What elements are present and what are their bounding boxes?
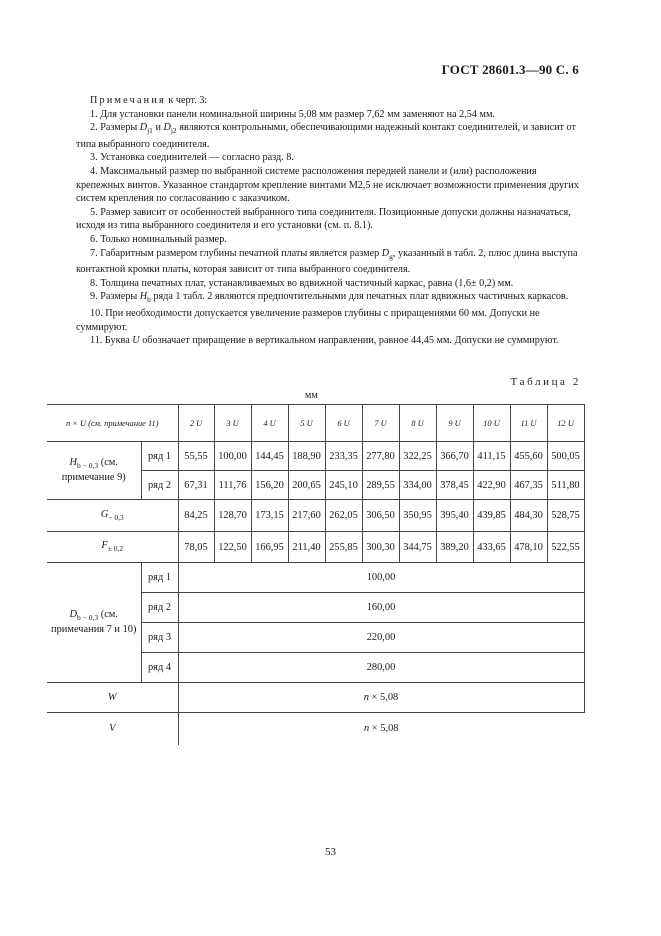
- table-cell: 211,40: [288, 532, 325, 563]
- table-cell: 378,45: [436, 471, 473, 500]
- table-row-v: [47, 713, 584, 745]
- db-value: 160,00: [178, 593, 584, 623]
- table-cell: 511,80: [547, 471, 584, 500]
- table-cell: 366,70: [436, 442, 473, 471]
- db-value: 280,00: [178, 653, 584, 683]
- table-cell: 411,15: [473, 442, 510, 471]
- db-value: 220,00: [178, 623, 584, 653]
- table-cell: 277,80: [362, 442, 399, 471]
- col-header: 5 U: [288, 405, 325, 442]
- col-header: 12 U: [547, 405, 584, 442]
- table-cell: 128,70: [214, 500, 251, 532]
- table-cell: 467,35: [510, 471, 547, 500]
- table-cell: 306,50: [362, 500, 399, 532]
- table-cell: 262,05: [325, 500, 362, 532]
- row-label: ряд 4: [141, 653, 178, 683]
- table-cell: 528,75: [547, 500, 584, 532]
- note-9: 9. Размеры $H_b$ ряда 1 табл. 2 являются предпочтительными для печатных плат вдвижных частичных каркасов.: [90, 291, 569, 305]
- w-label: W: [47, 683, 178, 713]
- g-label: $G_{- 0,3}$: [47, 500, 178, 532]
- table-cell: 255,85: [325, 532, 362, 563]
- row-label: ряд 2: [141, 471, 178, 500]
- col-header: 6 U: [325, 405, 362, 442]
- note-1: 1. Для установки панели номинальной ширины 5,08 мм размер 7,62 мм заменяют на 2,54 мм.: [90, 108, 495, 120]
- table-cell: 78,05: [178, 532, 214, 563]
- table-cell: 350,95: [399, 500, 436, 532]
- table-cell: 166,95: [251, 532, 288, 563]
- table-cell: 233,35: [325, 442, 362, 471]
- note-2: 2. Размеры $D_{j1}$ и $D_{j2}$ являются контрольными, обеспечивающими надежный контакт соединителей, и зависит от типа выбранного соединителя.: [76, 122, 576, 150]
- db-label: $D_{b - 0,3}$ (см. примечания 7 и 10): [47, 563, 141, 683]
- note-4: 4. Максимальный размер по выбранной системе расположения передней панели и (или) расположения крепежных винтов. Указанное стандартом крепление винтами М2,5 не исключает возможности применения других систем крепления по согласованию с заказчиком.: [76, 166, 579, 205]
- table-cell: 422,90: [473, 471, 510, 500]
- col-header: 3 U: [214, 405, 251, 442]
- note-11: 11. Буква U обозначает приращение в вертикальном направлении, равное 44,45 мм. Допуски не суммируют.: [90, 335, 559, 347]
- row-label: ряд 1: [141, 563, 178, 593]
- col-header: 4 U: [251, 405, 288, 442]
- note-8: 8. Толщина печатных плат, устанавливаемых во вдвижной частичный каркас, равна (1,6± 0,2) мм.: [90, 277, 514, 289]
- table-cell: 344,75: [399, 532, 436, 563]
- v-value: n × 5,08: [178, 713, 584, 745]
- header-label: n × U (см. примечание 11): [47, 405, 178, 442]
- table-header-row: [47, 405, 584, 442]
- table-cell: 144,45: [251, 442, 288, 471]
- table-cell: 500,05: [547, 442, 584, 471]
- table-cell: 173,15: [251, 500, 288, 532]
- col-header: 10 U: [473, 405, 510, 442]
- table-cell: 389,20: [436, 532, 473, 563]
- db-value: 100,00: [178, 563, 584, 593]
- table-cell: 300,30: [362, 532, 399, 563]
- table-cell: 484,30: [510, 500, 547, 532]
- note-5: 5. Размер зависит от особенностей выбранного типа соединителя. Позиционные допуски должны назначаться, исходя из типа выбранного соединителя и его установки (см. п. 8.1).: [76, 206, 571, 232]
- table-cell: 395,40: [436, 500, 473, 532]
- table-cell: 200,65: [288, 471, 325, 500]
- hb-label: $H_{b - 0,3}$ (см. примечание 9): [47, 442, 141, 500]
- table-row-db-1: [47, 563, 584, 593]
- table-cell: 522,55: [547, 532, 584, 563]
- notes-block: [76, 94, 582, 348]
- table-cell: 334,00: [399, 471, 436, 500]
- table-row-w: [47, 683, 584, 713]
- col-header: 9 U: [436, 405, 473, 442]
- col-header: 11 U: [510, 405, 547, 442]
- col-header: 2 U: [178, 405, 214, 442]
- table-cell: 289,55: [362, 471, 399, 500]
- table-cell: 455,60: [510, 442, 547, 471]
- table-row-f: [47, 532, 584, 563]
- table-cell: 122,50: [214, 532, 251, 563]
- table-cell: 478,10: [510, 532, 547, 563]
- table-cell: 433,65: [473, 532, 510, 563]
- row-label: ряд 2: [141, 593, 178, 623]
- f-label: $F_{\pm 0,2}$: [47, 532, 178, 563]
- table-cell: 322,25: [399, 442, 436, 471]
- note-3: 3. Установка соединителей — согласно разд. 8.: [90, 152, 294, 164]
- w-value: n × 5,08: [178, 683, 584, 713]
- table-unit: мм: [305, 390, 318, 401]
- row-label: ряд 3: [141, 623, 178, 653]
- table-row-g: [47, 500, 584, 532]
- table-cell: 217,60: [288, 500, 325, 532]
- table-cell: 67,31: [178, 471, 214, 500]
- note-10: 10. При необходимости допускается увеличение размеров глубины с приращениями 60 мм. Допуски не суммируют.: [76, 308, 540, 333]
- table-2: [47, 404, 585, 745]
- note-6: 6. Только номинальный размер.: [90, 233, 227, 245]
- notes-heading: Примечания к черт. 3:: [90, 95, 208, 106]
- v-label: V: [47, 713, 178, 745]
- table-cell: 156,20: [251, 471, 288, 500]
- row-label: ряд 1: [141, 442, 178, 471]
- table-cell: 100,00: [214, 442, 251, 471]
- table-cell: 55,55: [178, 442, 214, 471]
- table-cell: 188,90: [288, 442, 325, 471]
- col-header: 7 U: [362, 405, 399, 442]
- page-number: 53: [325, 846, 336, 858]
- col-header: 8 U: [399, 405, 436, 442]
- table-cell: 245,10: [325, 471, 362, 500]
- table-cell: 84,25: [178, 500, 214, 532]
- note-7: 7. Габаритным размером глубины печатной платы является размер $D_g$, указанный в табл. 2, плюс длина выступа контактной кромки платы, которая зависит от типа выбранного соединителя.: [76, 247, 578, 276]
- table-cell: 439,85: [473, 500, 510, 532]
- page-header: ГОСТ 28601.3—90 С. 6: [441, 62, 579, 77]
- table-row-hb-1: [47, 442, 584, 471]
- table-cell: 111,76: [214, 471, 251, 500]
- table-caption: Таблица 2: [510, 376, 581, 388]
